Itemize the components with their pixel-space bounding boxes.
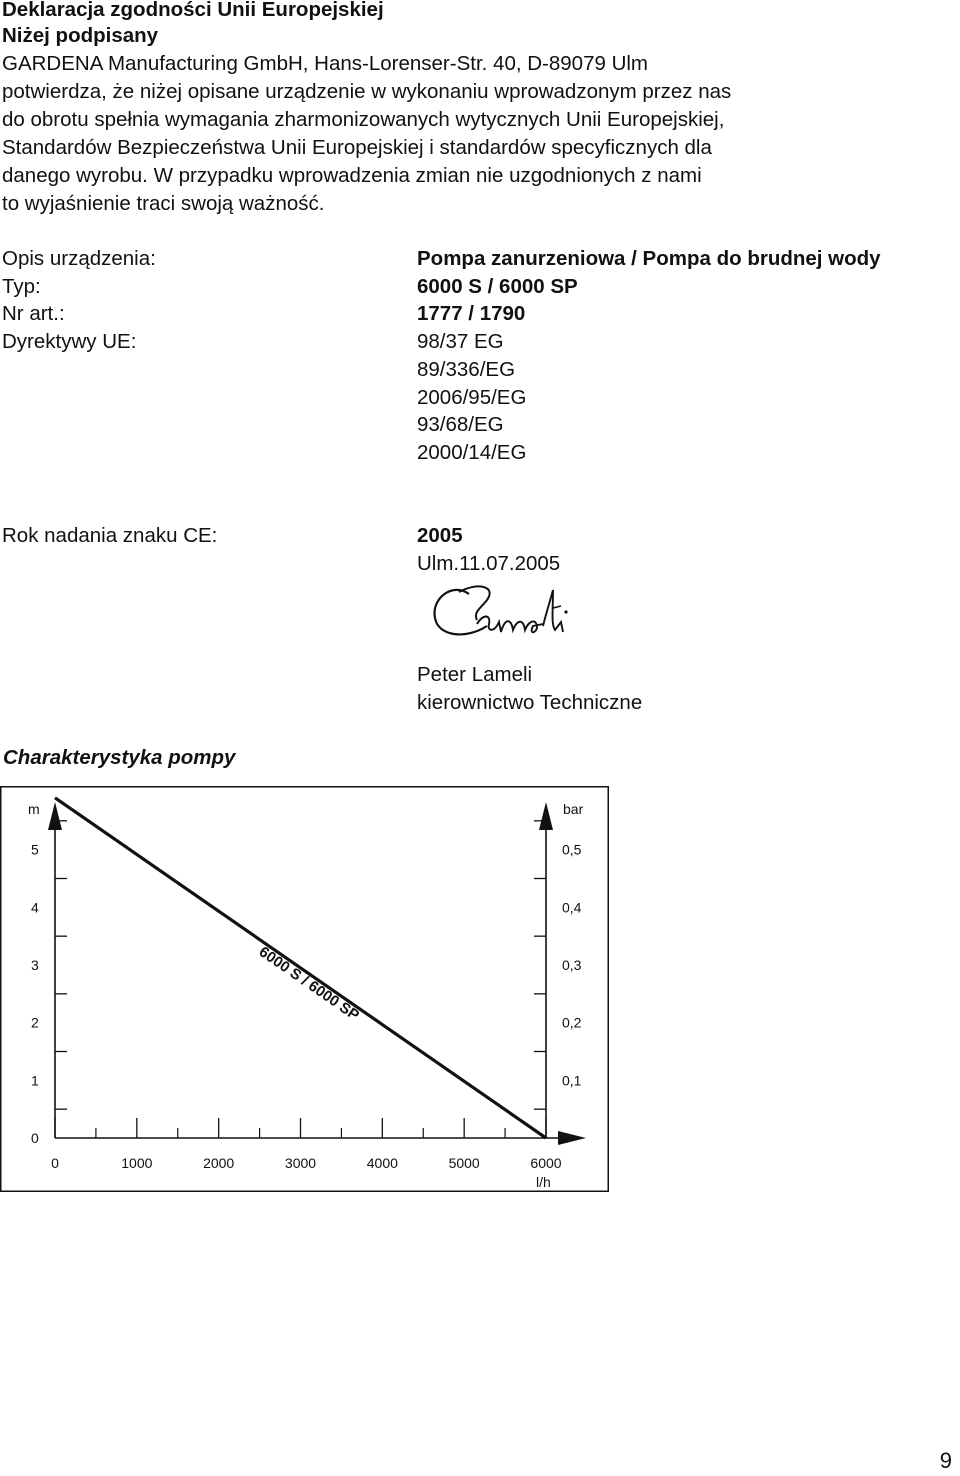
declaration-title: Deklaracja zgodności Unii Europejskiej	[2, 0, 384, 21]
intro-line: do obrotu spełnia wymagania zharmonizowanych wytycznych Unii Europejskiej,	[2, 108, 725, 131]
directive-item: 93/68/EG	[417, 413, 504, 436]
y-tick-label-left: 2	[31, 1014, 39, 1031]
directive-item: 2006/95/EG	[417, 386, 527, 409]
page-number: 9	[939, 1448, 952, 1473]
section-title: Charakterystyka pompy	[3, 746, 236, 769]
y-tick-label-left: 3	[31, 957, 39, 973]
intro-paragraph	[2, 50, 731, 218]
y-tick-label-left: 4	[31, 899, 39, 916]
intro-line: potwierdza, że niżej opisane urządzenie w wykonaniu wprowadzonym przez nas	[2, 80, 732, 103]
description-label: Opis urządzenia:	[2, 247, 156, 270]
signatory-role: kierownictwo Techniczne	[417, 691, 643, 714]
article-label: Nr art.:	[2, 302, 65, 325]
intro-line: GARDENA Manufacturing GmbH, Hans-Lorenser-Str. 40, D-89079 Ulm	[2, 52, 649, 75]
y-tick-label-right: 0,5	[562, 841, 582, 858]
x-tick-label: 6000	[530, 1155, 562, 1171]
signature-image	[425, 580, 575, 656]
y-axis-right-arrow	[539, 802, 553, 830]
y-tick-label-left: 5	[31, 841, 39, 858]
y-tick-label-left: 0	[31, 1130, 39, 1146]
ce-year-label: Rok nadania znaku CE:	[2, 524, 218, 547]
x-tick-label: 3000	[284, 1155, 317, 1171]
x-tick-label: 2000	[203, 1155, 235, 1171]
x-tick-label: 1000	[121, 1155, 153, 1171]
y-tick-label-right: 0,3	[562, 957, 582, 973]
x-tick-label: 5000	[448, 1155, 480, 1171]
type-label: Typ:	[2, 275, 41, 298]
y-axis-right-unit: bar	[563, 801, 584, 817]
x-tick-label: 4000	[366, 1155, 398, 1171]
directive-item: 98/37 EG	[417, 330, 504, 353]
intro-line: to wyjaśnienie traci swoją ważność.	[2, 192, 325, 215]
type-value: 6000 S / 6000 SP	[417, 275, 578, 298]
directive-item: 89/336/EG	[417, 358, 516, 381]
y-tick-label-right: 0,4	[562, 899, 582, 916]
directives-label: Dyrektywy UE:	[2, 330, 137, 353]
description-value: Pompa zanurzeniowa / Pompa do brudnej wody	[417, 247, 881, 270]
pump-curve-chart	[0, 786, 609, 1192]
intro-line: danego wyrobu. W przypadku wprowadzenia zmian nie uzgodnionych z nami	[2, 164, 702, 187]
chart-svg	[0, 786, 609, 1192]
undersigned-heading: Niżej podpisany	[2, 24, 159, 47]
place-date: Ulm.11.07.2005	[417, 552, 561, 575]
y-axis-left-arrow	[48, 802, 62, 830]
y-tick-label-left: 1	[31, 1072, 39, 1089]
directive-item: 2000/14/EG	[417, 441, 527, 464]
ce-year-value: 2005	[417, 524, 463, 547]
y-tick-label-right: 0,2	[562, 1014, 582, 1031]
y-axis-left-unit: m	[28, 801, 40, 817]
series-label: 6000 S / 6000 SP	[255, 943, 363, 1025]
intro-line: Standardów Bezpieczeństwa Unii Europejskiej i standardów specyficznych dla	[2, 136, 712, 159]
y-tick-label-right: 0,1	[562, 1072, 582, 1089]
x-axis-unit: l/h	[536, 1174, 551, 1190]
x-axis-arrow	[558, 1131, 586, 1145]
article-value: 1777 / 1790	[417, 302, 526, 325]
signatory-name: Peter Lameli	[417, 663, 533, 686]
x-tick-label: 0	[51, 1155, 59, 1171]
